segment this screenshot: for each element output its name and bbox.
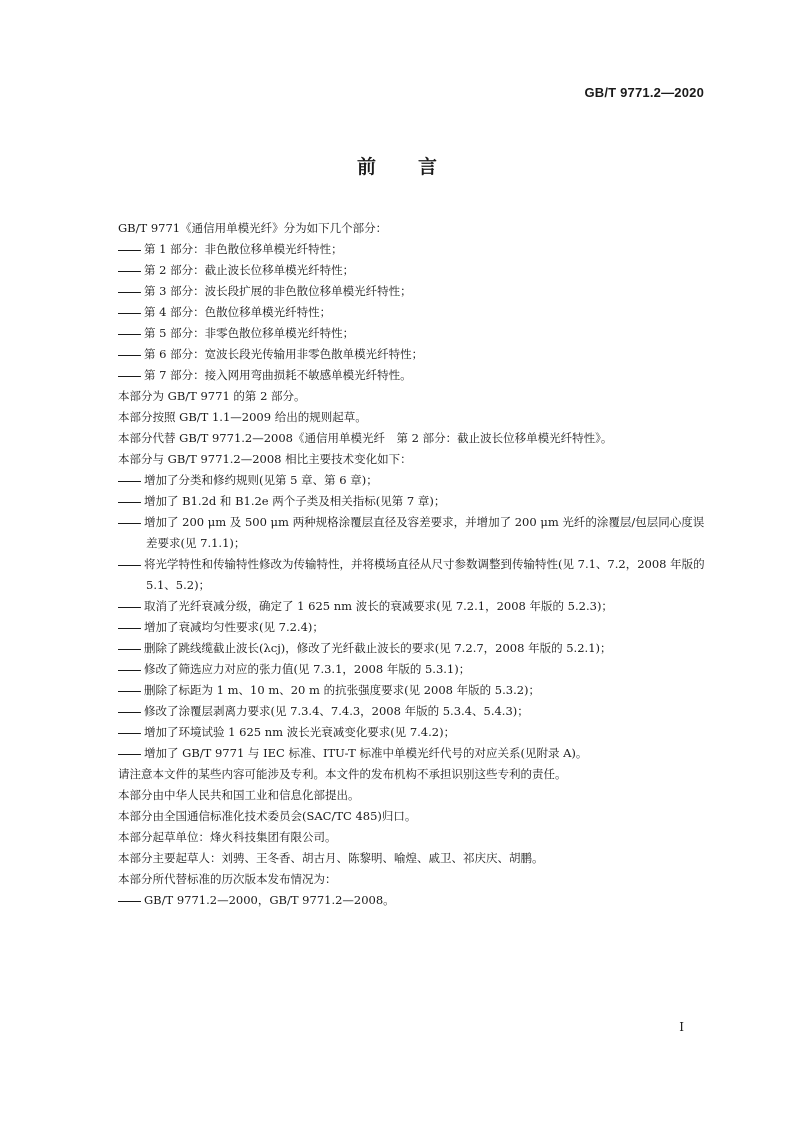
drafting-unit-line: 本部分起草单位：烽火科技集团有限公司。	[118, 830, 337, 844]
part-list-item	[118, 323, 708, 344]
patent-notice: 请注意本文件的某些内容可能涉及专利。本文件的发布机构不承担识别这些专利的责任。	[118, 767, 567, 781]
em-dash	[118, 260, 144, 281]
em-dash	[118, 659, 144, 680]
part-4-text: 第 4 部分：色散位移单模光纤特性；	[144, 305, 332, 319]
change-list-item	[118, 596, 708, 617]
page-number: I	[679, 1020, 684, 1034]
part-6-text: 第 6 部分：宽波长段光传输用非零色散单模光纤特性；	[144, 347, 424, 361]
replaces-line: 本部分代替 GB/T 9771.2—2008《通信用单模光纤 第 2 部分：截止波长位移单模光纤特性》。	[118, 431, 613, 445]
em-dash	[118, 323, 144, 344]
em-dash	[118, 890, 144, 911]
change-list-item	[118, 743, 708, 764]
change-10-text: 修改了涂覆层剥离力要求(见 7.3.4、7.4.3，2008 年版的 5.3.4、5.4.3)；	[144, 704, 529, 718]
em-dash	[118, 302, 144, 323]
change-list-item	[118, 722, 708, 743]
history-list-item	[118, 890, 708, 911]
change-5-text: 取消了光纤衰减分级，确定了 1 625 nm 波长的衰减要求(见 7.2.1，2008 年版的 5.2.3)；	[144, 599, 613, 613]
history-1-text: GB/T 9771.2—2000，GB/T 9771.2—2008。	[144, 893, 395, 907]
this-part-line: 本部分为 GB/T 9771 的第 2 部分。	[118, 389, 306, 403]
change-11-text: 增加了环境试验 1 625 nm 波长光衰减变化要求(见 7.4.2)；	[144, 725, 456, 739]
change-list-item	[118, 638, 708, 659]
part-2-text: 第 2 部分：截止波长位移单模光纤特性；	[144, 263, 355, 277]
change-1-text: 增加了分类和修约规则(见第 5 章、第 6 章)；	[144, 473, 378, 487]
change-4-text: 将光学特性和传输特性修改为传输特性，并将模场直径从尺寸参数调整到传输特性(见 7.1、7.2，2008 年版的 5.1、5.2)；	[144, 557, 705, 592]
change-list-item	[118, 470, 708, 491]
change-2-text: 增加了 B1.2d 和 B1.2e 两个子类及相关指标(见第 7 章)；	[144, 494, 446, 508]
part-list-item	[118, 344, 708, 365]
em-dash	[118, 491, 144, 512]
page-title: 前言	[356, 156, 479, 178]
change-6-text: 增加了衰减均匀性要求(见 7.2.4)；	[144, 620, 324, 634]
change-9-text: 删除了标距为 1 m、10 m、20 m 的抗张强度要求(见 2008 年版的 5.3.2)；	[144, 683, 541, 697]
change-3-text: 增加了 200 μm 及 500 μm 两种规格涂覆层直径及容差要求，并增加了 200 μm 光纤的涂覆层/包层同心度误差要求(见 7.1.1)；	[144, 515, 705, 550]
changes-intro-line: 本部分与 GB/T 9771.2—2008 相比主要技术变化如下：	[118, 452, 412, 466]
em-dash	[118, 239, 144, 260]
part-3-text: 第 3 部分：波长段扩展的非色散位移单模光纤特性；	[144, 284, 412, 298]
part-1-text: 第 1 部分：非色散位移单模光纤特性；	[144, 242, 343, 256]
intro-line: GB/T 9771《通信用单模光纤》分为如下几个部分：	[118, 221, 388, 235]
em-dash	[118, 680, 144, 701]
part-list-item	[118, 281, 708, 302]
foreword-body	[118, 218, 708, 911]
part-7-text: 第 7 部分：接入网用弯曲损耗不敏感单模光纤特性。	[144, 368, 412, 382]
em-dash	[118, 512, 144, 533]
change-list-item	[118, 680, 708, 701]
part-list-item	[118, 365, 708, 386]
change-8-text: 修改了筛选应力对应的张力值(见 7.3.1，2008 年版的 5.3.1)；	[144, 662, 471, 676]
em-dash	[118, 617, 144, 638]
proposed-by-line: 本部分由中华人民共和国工业和信息化部提出。	[118, 788, 360, 802]
part-list-item	[118, 239, 708, 260]
change-list-item	[118, 512, 708, 554]
em-dash	[118, 365, 144, 386]
em-dash	[118, 344, 144, 365]
change-list-item	[118, 617, 708, 638]
em-dash	[118, 638, 144, 659]
em-dash	[118, 743, 144, 764]
history-intro-line: 本部分所代替标准的历次版本发布情况为：	[118, 872, 337, 886]
standard-number: GB/T 9771.2—2020	[584, 85, 704, 100]
em-dash	[118, 470, 144, 491]
em-dash	[118, 722, 144, 743]
centralized-by-line: 本部分由全国通信标准化技术委员会(SAC/TC 485)归口。	[118, 809, 417, 823]
part-5-text: 第 5 部分：非零色散位移单模光纤特性；	[144, 326, 355, 340]
drafters-line: 本部分主要起草人：刘骋、王冬香、胡古月、陈黎明、喻煌、戚卫、祁庆庆、胡鹏。	[118, 851, 544, 865]
change-list-item	[118, 659, 708, 680]
change-12-text: 增加了 GB/T 9771 与 IEC 标准、ITU-T 标准中单模光纤代号的对应关系(见附录 A)。	[144, 746, 588, 760]
change-list-item	[118, 491, 708, 512]
change-list-item	[118, 554, 708, 596]
em-dash	[118, 596, 144, 617]
part-list-item	[118, 260, 708, 281]
rules-line: 本部分按照 GB/T 1.1—2009 给出的规则起草。	[118, 410, 367, 424]
part-list-item	[118, 302, 708, 323]
em-dash	[118, 701, 144, 722]
em-dash	[118, 281, 144, 302]
em-dash	[118, 554, 144, 575]
change-7-text: 删除了跳线缆截止波长(λcj)，修改了光纤截止波长的要求(见 7.2.7，2008 年版的 5.2.1)；	[144, 641, 612, 655]
change-list-item	[118, 701, 708, 722]
